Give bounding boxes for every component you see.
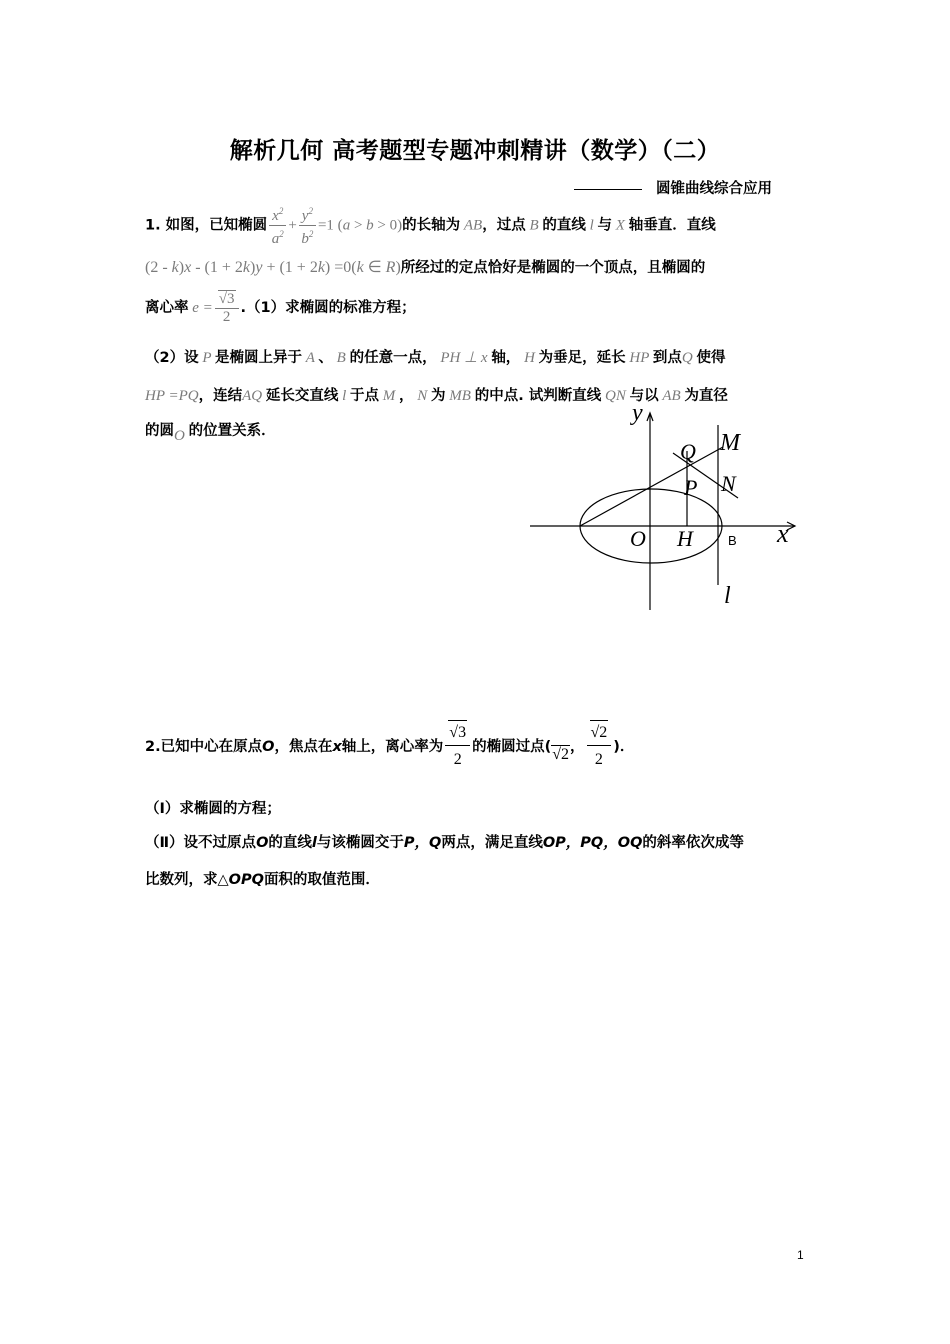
formula-line-equation: (2 - k)x - (1 + 2k)y + (1 + 2k) =0(k ∈ R) <box>145 259 401 276</box>
problem2-line1: 2.已知中心在原点O，焦点在x轴上，离心率为 $\frac{√3}{2}$ 的椭圆过点(√2， $\frac{√2}{2}$ )． <box>145 720 634 774</box>
problem2-part3: 比数列，求△OPQ面积的取值范围． <box>145 872 380 888</box>
label-P: P <box>684 475 698 500</box>
line-AQM <box>580 447 723 526</box>
problem1-line1: 1. 如图，已知椭圆 $\frac{x^2}{a^2}$ + $\frac{y^2}{b^2}$ =1 (a > b > 0)的长轴为 AB，过点 B 的直线 l 与 X 轴垂直．直线 <box>145 203 716 248</box>
formula-sqrt3-over-2: $\frac{√3}{2}$ <box>215 290 239 326</box>
formula-ellipse-condition: =1 (a > b > 0) <box>317 217 403 234</box>
page-number: 1 <box>797 1248 804 1262</box>
label-H: H <box>677 526 693 551</box>
problem2-part2: （Ⅱ）设不过原点O的直线l与该椭圆交于P，Q两点，满足直线OP，PQ，OQ的斜率依次成等 <box>145 835 744 851</box>
page-title: 解析几何 高考题型专题冲刺精讲（数学）（二） <box>229 138 721 164</box>
label-Q: Q <box>680 439 696 464</box>
problem1-line5: HP =PQ，连结AQ 延长交直线 l 于点 M ， N 为 MB 的中点. 试判断直线 QN 与以 AB 为直径 <box>145 388 728 404</box>
formula-eccentricity: $\frac{√3}{2}$ <box>445 720 470 774</box>
label-x: x <box>777 519 789 548</box>
formula-x2-a2: $\frac{x^2}{a^2}$ <box>269 203 286 248</box>
problem1-line4: （2）设 P 是椭圆上异于 A 、 B 的任意一点， PH ⊥ x 轴， H 为垂足，延长 HP 到点Q 使得 <box>145 350 726 366</box>
label-y: y <box>632 400 643 426</box>
label-N: N <box>721 471 736 496</box>
formula-sqrt2: √2 <box>552 746 569 763</box>
page-subtitle <box>574 177 772 198</box>
subtitle-dash <box>574 189 642 190</box>
subtitle-text: 圆锥曲线综合应用 <box>656 181 772 197</box>
problem1-line6: 的圆O 的位置关系． <box>145 423 276 444</box>
label-M: M <box>720 430 740 456</box>
label-B: B <box>728 533 737 548</box>
label-l: l <box>724 583 731 609</box>
formula-sqrt2-over-2: $\frac{√2}{2}$ <box>587 720 612 774</box>
label-O: O <box>630 526 646 551</box>
problem1-line2: (2 - k)x - (1 + 2k)y + (1 + 2k) =0(k ∈ R)所经过的定点恰好是椭圆的一个顶点，且椭圆的 <box>145 259 706 276</box>
formula-y2-b2: $\frac{y^2}{b^2}$ <box>299 203 316 248</box>
ellipse-figure <box>525 395 805 615</box>
problem2-part1: （Ⅰ）求椭圆的方程； <box>145 801 281 817</box>
problem1-line3: 离心率 e = $\frac{√3}{2}$ .（1）求椭圆的标准方程； <box>145 291 416 325</box>
